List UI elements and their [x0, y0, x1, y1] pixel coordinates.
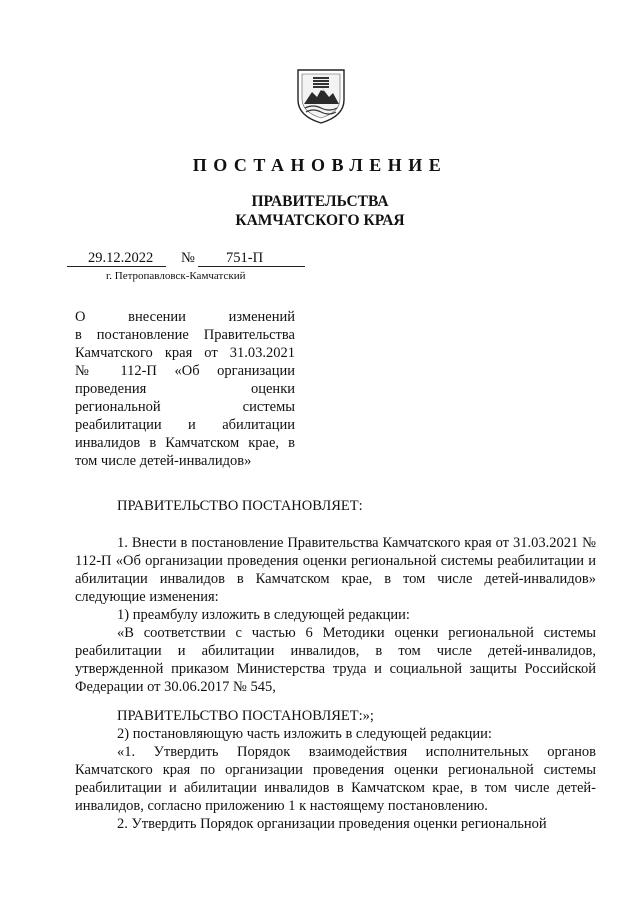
subject-line: региональной системы [75, 399, 295, 415]
document-type-title: ПОСТАНОВЛЕНИЕ [192, 155, 448, 175]
resolves-statement: ПРАВИТЕЛЬСТВО ПОСТАНОВЛЯЕТ: [117, 498, 363, 514]
issuer-line-1: ПРАВИТЕЛЬСТВА [251, 193, 389, 210]
body-block-1 [75, 534, 596, 696]
issuer-title [0, 192, 640, 230]
body-block-2 [75, 725, 596, 833]
resolves-statement-quoted: ПРАВИТЕЛЬСТВО ПОСТАНОВЛЯЕТ:»; [117, 708, 374, 724]
document-place: г. Петропавловск-Камчатский [106, 270, 246, 282]
subject-line: Камчатского края от 31.03.2021 [75, 345, 295, 361]
issuer-line-2: КАМЧАТСКОГО КРАЯ [235, 212, 405, 229]
subject-line: № 112-П «Об организации [75, 363, 295, 379]
date-underline [67, 266, 166, 267]
resolution-heading [75, 497, 596, 515]
document-subject [75, 308, 295, 470]
subject-line: том числе детей-инвалидов» [75, 453, 252, 469]
subject-line: реабилитации и абилитации [75, 417, 295, 433]
document-number: 751-П [226, 250, 264, 266]
subject-line: инвалидов в Камчатском крае, в [75, 435, 295, 451]
paragraph-2: 2. Утвердить Порядок организации проведения оценки региональной [117, 816, 547, 832]
paragraph-1: 1. Внести в постановление Правительства Камчатского края от 31.03.2021 № 112-П «Об организации проведения оценки региональной системы реабилитации и абилитации инвалидов в Камчатском крае, в том числе детей-инвалидов» следующие изменения: [75, 535, 596, 605]
subject-line: О внесении изменений [75, 309, 295, 325]
resolution-heading-quoted [75, 707, 596, 725]
document-date: 29.12.2022 [88, 250, 154, 266]
kamchatka-coat-of-arms-icon [296, 66, 346, 124]
coat-of-arms-emblem [296, 66, 346, 124]
paragraph-1-2: 2) постановляющую часть изложить в следующей редакции: [117, 726, 492, 742]
number-sign: № [181, 250, 195, 266]
subject-line: в постановление Правительства [75, 327, 295, 343]
paragraph-1-1: 1) преамбулу изложить в следующей редакции: [117, 607, 410, 623]
subject-line: проведения оценки [75, 381, 295, 397]
paragraph-quote-preamble: «В соответствии с частью 6 Методики оценки региональной системы реабилитации и абилитации инвалидов, в том числе детей-инвалидов, утвержденной приказом Министерства труда и социальной защиты Российской Федерации от 30.06.2017 № 545, [75, 625, 596, 695]
paragraph-quote-operative: «1. Утвердить Порядок взаимодействия исполнительных органов Камчатского края по организации проведения оценки региональной системы реабилитации и абилитации инвалидов в Камчатском крае, в том числе детей-инвалидов, согласно приложению 1 к настоящему постановлению. [75, 744, 596, 814]
number-underline [198, 266, 305, 267]
